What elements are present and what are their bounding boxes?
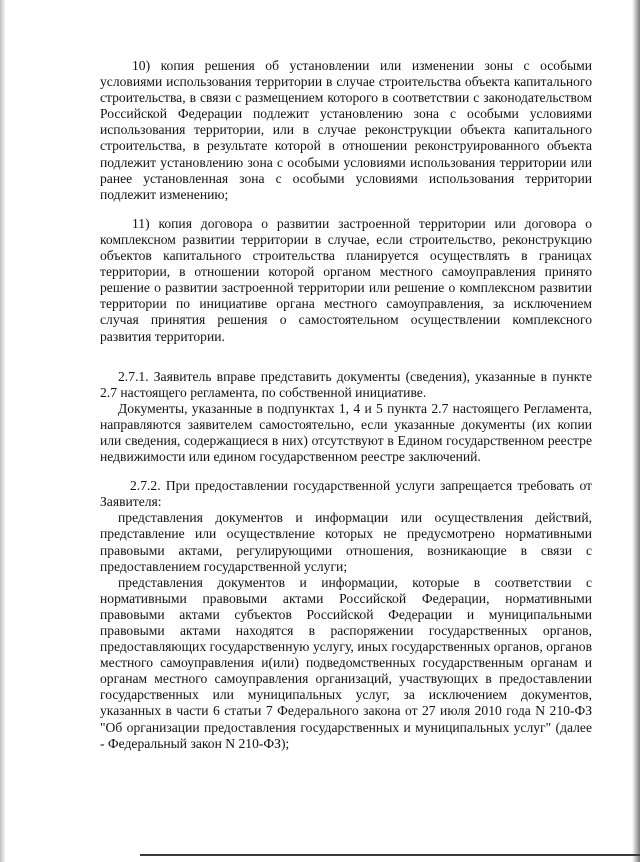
scan-left-edge xyxy=(0,0,6,862)
paragraph-item-10: 10) копия решения об установлении или изменении зоны с особыми условиями использования территории в случае строительства объекта капитального строительства, в связи с размещением которого в соответствии с законодательством Российской Федерации подлежит установлению зона с особыми условиями использования территории, или в случае реконструкции объекта капитального строительства, в результате которой в отношении реконструированного объекта подлежит установлению зона с особыми условиями использования территории или ранее установленная зона с особыми условиями использования территории подлежит изменению; xyxy=(100,58,592,202)
paragraph-prohibition-2: представления документов и информации, которые в соответствии с нормативными правовыми актами Российской Федерации, нормативными правовыми актами субъектов Российской Федерации и муниципальными правовыми актами находятся в распоряжении государственных органов, предоставляющих государственную услугу, иных государственных органов, органов местного самоуправления и(или) подведомственных государственным органам и органам местного самоуправления организаций, участвующих в предоставлении государственных или муниципальных услуг, за исключением документов, указанных в части 6 статьи 7 Федерального закона от 27 июля 2010 года N 210-ФЗ "Об организации предоставления государственных и муниципальных услуг" (далее - Федеральный закон N 210-ФЗ); xyxy=(100,574,592,751)
paragraph-2-7-1: 2.7.1. Заявитель вправе представить документы (сведения), указанные в пункте 2.7 настоящего регламента, по собственной инициативе. xyxy=(100,368,592,400)
paragraph-documents-note: Документы, указанные в подпунктах 1, 4 и 5 пункта 2.7 настоящего Регламента, направляются заявителем самостоятельно, если указанные документы (их копии или сведения, содержащиеся в них) отсутствуют в Едином государственном реестре недвижимости или едином государственном реестре заключений. xyxy=(100,400,592,465)
paragraph-item-11: 11) копия договора о развитии застроенной территории или договора о комплексном развитии территории в случае, если строительство, реконструкцию объектов капитального строительства планируется осуществлять в границах территории, в отношении которой органом местного самоуправления принято решение о развитии застроенной территории или решение о комплексном развитии территории по инициативе органа местного самоуправления, за исключением случая принятия решения о самостоятельном осуществлении комплексного развития территории. xyxy=(100,215,592,344)
paragraph-prohibition-1: представления документов и информации или осуществления действий, представление или осуществление которых не предусмотрено нормативными правовыми актами, регулирующими отношения, возникающие в связи с предоставлением государственной услуги; xyxy=(100,510,592,574)
document-body xyxy=(100,58,592,752)
paragraph-2-7-2: 2.7.2. При предоставлении государственной услуги запрещается требовать от Заявителя: xyxy=(100,478,592,510)
scan-right-edge xyxy=(632,0,640,862)
scan-bottom-line xyxy=(140,854,640,856)
